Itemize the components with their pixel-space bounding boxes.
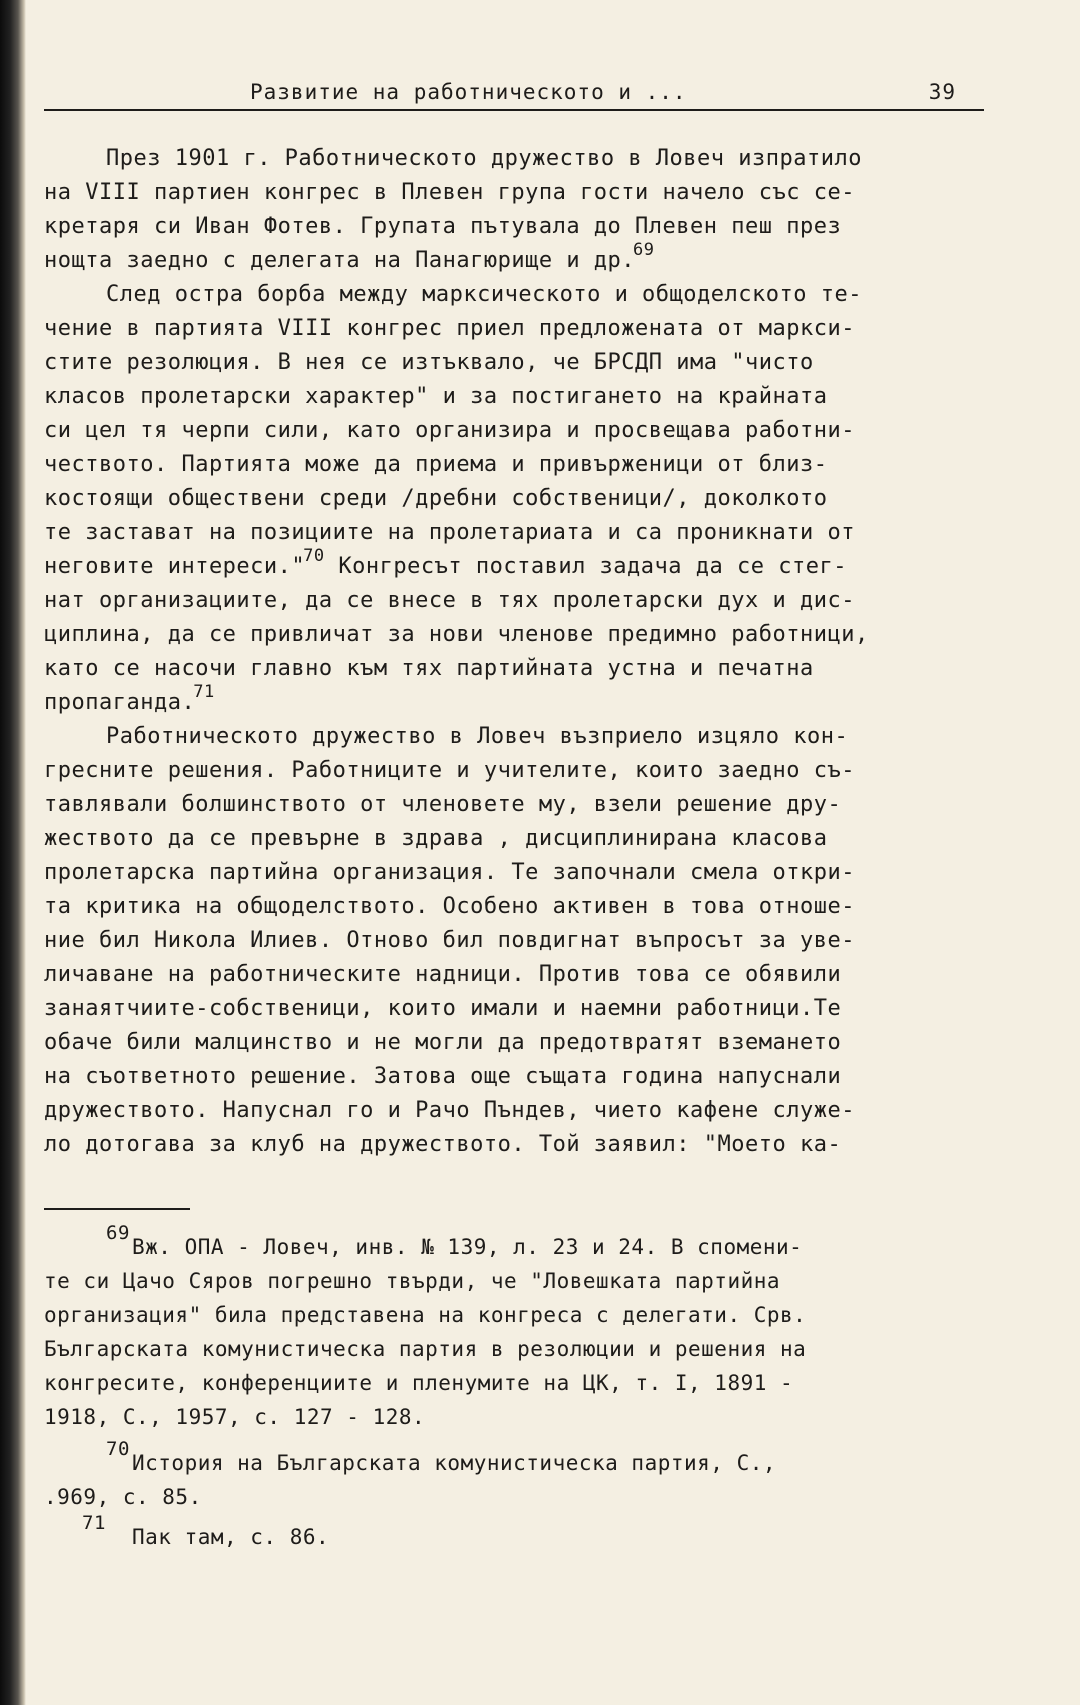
footnote-69 [44, 1222, 1004, 1434]
footnotes [44, 1222, 1004, 1554]
footnote-line: .969, с. 85. [44, 1485, 202, 1509]
footnote-ref-69[interactable]: 69 [633, 240, 655, 260]
book-spine-shadow [0, 0, 26, 1705]
paragraph-line [44, 682, 1004, 720]
paragraph-line: костоящи обществени среди /дребни собственици/, доколкото [44, 486, 828, 511]
paragraph-line: пролетарска партийна организация. Те започнали смела откри- [44, 860, 855, 885]
footnote-line: организация" била представена на конгреса с делегати. Срв. [44, 1303, 807, 1327]
paragraph-line: дружеството. Напуснал го и Рачо Пъндев, чието кафене служе- [44, 1098, 855, 1123]
paragraph-line: гресните решения. Работниците и учителите, които заедно съ- [44, 758, 855, 783]
paragraph-line: класов пролетарски характер" и за постигането на крайната [44, 384, 828, 409]
paragraph-text: нощта заедно с делегата на Панагюрище и др. [44, 248, 636, 273]
paragraph-line: та критика на общоделството. Особено активен в това отноше- [44, 894, 855, 919]
page-number: 39 [928, 80, 956, 104]
paragraph-line [44, 546, 1004, 584]
paragraph-line: чение в партията VIII конгрес приел предложената от маркси- [44, 316, 855, 341]
footnote-71 [44, 1512, 1004, 1554]
document-page [44, 0, 1044, 1705]
paragraph-line: обаче били малцинство и не могли да предотвратят вземането [44, 1030, 842, 1055]
header-rule [44, 109, 984, 111]
footnote-number: 69 [106, 1222, 130, 1244]
footnote-line: Вж. ОПА - Ловеч, инв. № 139, л. 23 и 24. В спомени- [132, 1235, 803, 1259]
paragraph-line: жеството да се превърне в здрава , дисциплинирана класова [44, 826, 828, 851]
paragraph-line: Работническото дружество в Ловеч възприело изцяло кон- [106, 724, 849, 749]
footnote-line: те си Цачо Сяров погрешно твърди, че "Ловешката партийна [44, 1269, 781, 1293]
paragraph-line: циплина, да се привличат за нови членове предимно работници, [44, 622, 869, 647]
footnote-line: конгресите, конференциите и пленумите на ЦК, т. I, 1891 - [44, 1371, 794, 1395]
paragraph-line: стите резолюция. В нея се изтъквало, че БРСДП има "чисто [44, 350, 814, 375]
running-header [44, 80, 984, 110]
paragraph-line: на съответното решение. Затова още същата година напуснали [44, 1064, 842, 1089]
paragraph-line: на VIII партиен конгрес в Плевен група гости начело със се- [44, 180, 855, 205]
paragraph-line: ло дотогава за клуб на дружеството. Той заявил: "Моето ка- [44, 1132, 842, 1157]
footnote-70 [44, 1438, 1004, 1514]
body-text [44, 142, 1004, 1162]
paragraph-text: Конгресът поставил задача да се стег- [324, 554, 847, 579]
footnote-line: 1918, С., 1957, с. 127 - 128. [44, 1405, 426, 1429]
paragraph-line: През 1901 г. Работническото дружество в Ловеч изпратило [106, 146, 862, 171]
paragraph-line [44, 240, 1004, 278]
paragraph-line: тавлявали болшинството от членовете му, взели решение дру- [44, 792, 842, 817]
footnote-rule [44, 1208, 190, 1210]
paragraph-line: те застават на позициите на пролетариата и са проникнати от [44, 520, 855, 545]
paragraph-line: личаване на работническите надници. Против това се обявили [44, 962, 842, 987]
paragraph-line: си цел тя черпи сили, като организира и просвещава работни- [44, 418, 855, 443]
paragraph-line: занаятчиите-собственици, които имали и наемни работници.Те [44, 996, 842, 1021]
paragraph-line: чеството. Партията може да приема и привърженици от близ- [44, 452, 828, 477]
footnote-ref-71[interactable]: 71 [193, 682, 215, 702]
footnote-ref-70[interactable]: 70 [303, 546, 325, 566]
paragraph-text: неговите интереси." [44, 554, 306, 579]
paragraph-line: нат организациите, да се внесе в тях пролетарски дух и дис- [44, 588, 855, 613]
paragraph-line: След остра борба между марксическото и общоделското те- [106, 282, 862, 307]
footnote-number: 70 [106, 1438, 130, 1460]
footnote-line: История на Българската комунистическа партия, С., [132, 1451, 777, 1475]
footnote-number: 71 [82, 1512, 106, 1534]
paragraph-text: пропаганда. [44, 690, 196, 715]
footnote-line: Пак там, с. 86. [132, 1525, 330, 1549]
running-title: Развитие на работническото и ... [250, 80, 687, 104]
paragraph-line: като се насочи главно към тях партийната устна и печатна [44, 656, 814, 681]
footnote-line: Българската комунистическа партия в резолюции и решения на [44, 1337, 807, 1361]
paragraph-line: кретаря си Иван Фотев. Групата пътувала до Плевен пеш през [44, 214, 842, 239]
paragraph-line: ние бил Никола Илиев. Отново бил повдигнат въпросът за уве- [44, 928, 855, 953]
